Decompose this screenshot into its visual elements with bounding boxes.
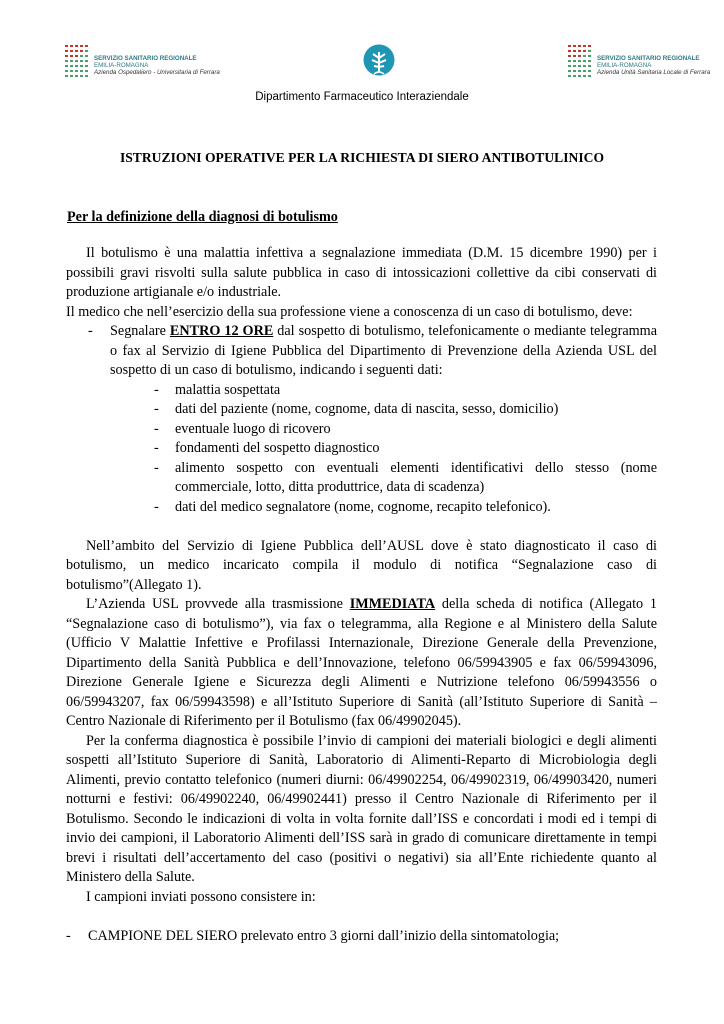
- transmission-emphasis: IMMEDIATA: [349, 596, 436, 612]
- list-dash: -: [154, 381, 159, 398]
- list-dash: -: [154, 420, 159, 437]
- required-data-list: [66, 381, 657, 518]
- report-text-pre: Segnalare: [110, 323, 170, 339]
- list-item: [66, 381, 657, 401]
- department-name: Dipartimento Farmaceutico Interaziendale: [255, 91, 469, 103]
- list-item-text: alimento sospetto con eventuali elementi identificativi dello stesso (nome commerciale, lotto, ditta produttrice, data di scadenza): [175, 459, 657, 495]
- right-logo-line1: SERVIZIO SANITARIO REGIONALE: [597, 55, 700, 62]
- doctor-paragraph: Il medico che nell’esercizio della sua professione viene a conoscenza di un caso di botulismo, deve:: [66, 303, 633, 320]
- list-item-text: dati del medico segnalatore (nome, cognome, recapito telefonico).: [175, 498, 551, 515]
- list-item: [66, 459, 657, 498]
- right-logo-line3: Azienda Unità Sanitaria Locale di Ferrara: [597, 68, 711, 76]
- list-item-text: fondamenti del sospetto diagnostico: [175, 440, 380, 456]
- ssr-dots-logo-icon: [64, 44, 90, 78]
- report-deadline: ENTRO 12 ORE: [169, 323, 274, 339]
- transmission-text-pre: L’Azienda USL provvede alla trasmissione: [86, 596, 350, 612]
- list-item: [66, 498, 657, 518]
- transmission-paragraph: [66, 595, 657, 732]
- ausl-paragraph: Nell’ambito del Servizio di Igiene Pubblica dell’AUSL dove è stato diagnosticato il caso di botulismo, un medico incaricato compila il modulo di notifica “Segnalazione caso di botulismo”(Allegato 1).: [66, 537, 657, 593]
- ssr-dots-logo-icon: [567, 44, 593, 78]
- report-list-item: [66, 322, 657, 381]
- list-dash: -: [66, 927, 71, 944]
- samples-paragraph: I campioni inviati possono consistere in:: [86, 888, 316, 905]
- list-item-text: dati del paziente (nome, cognome, data di nascita, sesso, domicilio): [175, 401, 559, 417]
- document-body: [66, 244, 657, 946]
- report-text-post: dal sospetto di botulismo, telefonicamente o mediante telegramma o fax al Servizio di Igiene Pubblica del Dipartimento di Prevenzione della Azienda USL del sospetto di un caso di botulismo, indicando i seguenti dati:: [110, 323, 657, 378]
- left-logo-text: [94, 56, 220, 76]
- tree-emblem-icon: [362, 44, 396, 80]
- list-item: [66, 420, 657, 440]
- confirmation-paragraph: Per la conferma diagnostica è possibile l’invio di campioni dei materiali biologici e degli alimenti sospetti all’Istituto Superiore di Sanità, Laboratorio di Alimenti-Reparto di Microbiologia degli Alimenti, previo contatto telefonico (numeri diurni: 06/49902254, 06/49902319, 06/49903420, numeri notturni e festivi: 06/49902240, 06/49902441) presso il Centro Nazionale di Riferimento per il Botulismo. Secondo le indicazioni di volta in volta fornite dall’ISS e concordati i modi ed i tempi di invio dei campioni, il Laboratorio Alimenti dell’ISS sarà in grado di comunicare direttamente in tempi brevi i risultati dell’accertamento del caso (positivi o negativi) sia all’Ente richiedente quanto al Ministero della Salute.: [66, 732, 657, 885]
- left-logo-line2: EMILIA-ROMAGNA: [94, 61, 149, 69]
- transmission-text-post: della scheda di notifica (Allegato 1 “Segnalazione caso di botulismo”), via fax o telegramma, alla Regione e al Ministero della Salute (Ufficio V Malattie Infettive e Profilassi Internazionale, Direzione Generale della Prevenzione, Dipartimento della Sanità Pubblica e dell’Innovazione, telefono 06/59943905 e fax 06/59943096, Direzione Generale Igiene e Sicurezza degli Alimenti e Nutrizione telefono 06/59943556 o 06/59943207, fax 06/59943598) e all’Istituto Superiore di Sanità (all’Istituto Superiore di Sanità – Centro Nazionale di Riferimento per il Botulismo (fax 06/49902045).: [66, 596, 657, 729]
- document-title: ISTRUZIONI OPERATIVE PER LA RICHIESTA DI SIERO ANTIBOTULINICO: [119, 150, 605, 165]
- list-dash: -: [154, 440, 159, 456]
- sample-item-text: CAMPIONE DEL SIERO prelevato entro 3 giorni dall’inizio della sintomatologia;: [88, 927, 560, 944]
- list-item: [66, 400, 657, 420]
- list-dash: -: [88, 323, 93, 339]
- sample-list-item: [66, 927, 657, 947]
- right-logo-line2: EMILIA-ROMAGNA: [597, 61, 652, 69]
- list-dash: -: [154, 498, 159, 515]
- section-heading: Per la definizione della diagnosi di botulismo: [67, 209, 338, 225]
- intro-paragraph: Il botulismo è una malattia infettiva a segnalazione immediata (D.M. 15 dicembre 1990) per i possibili gravi risvolti sulla salute pubblica in caso di intossicazioni collettive da cibi conservati di produzione artigianale e/o industriale.: [66, 245, 657, 300]
- left-logo-line1: SERVIZIO SANITARIO REGIONALE: [94, 55, 197, 62]
- right-logo-text: [597, 56, 710, 76]
- list-item-text: eventuale luogo di ricovero: [175, 420, 331, 437]
- list-dash: -: [154, 459, 159, 476]
- list-dash: -: [154, 401, 159, 417]
- left-logo-line3: Azienda Ospedaliero - Universitaria di Ferrara: [94, 68, 220, 76]
- letterhead: [0, 0, 724, 112]
- list-item-text: malattia sospettata: [175, 381, 281, 398]
- list-item: [66, 439, 657, 459]
